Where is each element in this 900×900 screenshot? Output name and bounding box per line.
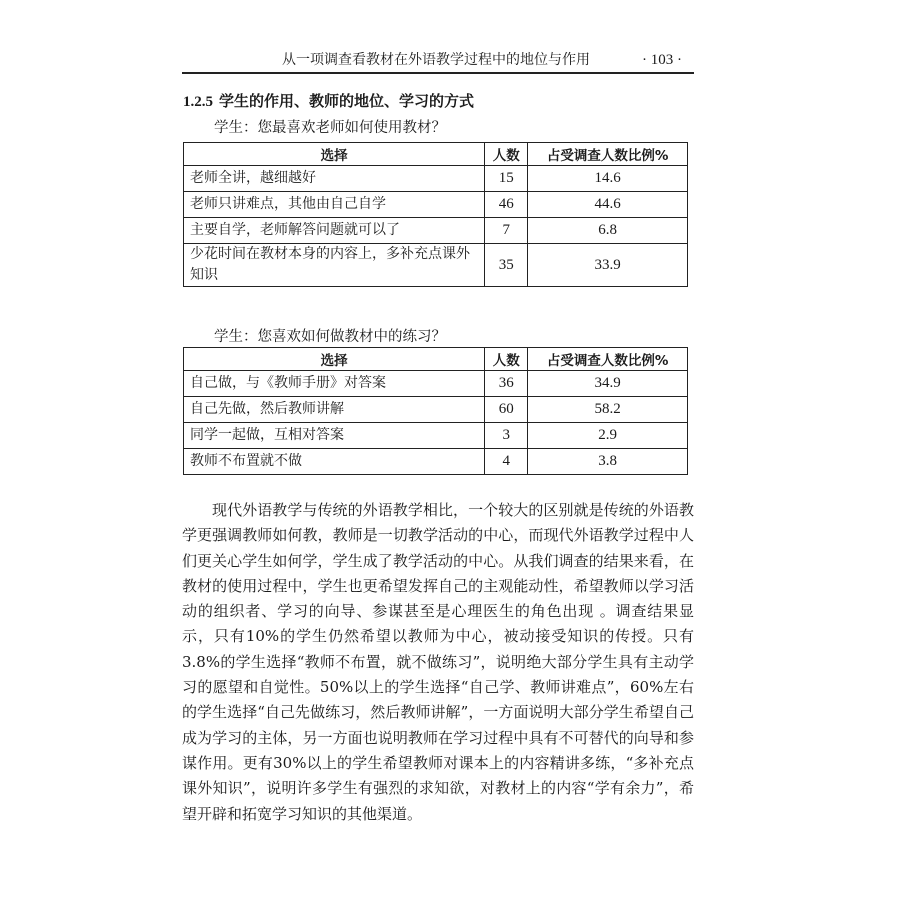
choice-cell: 自己先做，然后教师讲解 — [184, 397, 485, 423]
count-cell: 4 — [485, 449, 528, 475]
table-header-row — [184, 348, 688, 371]
table-row — [184, 449, 688, 475]
percent-cell: 6.8 — [528, 218, 688, 244]
survey2-question: 学生：您喜欢如何做教材中的练习？ — [214, 329, 446, 345]
table-row — [184, 218, 688, 244]
column-header-choice: 选择 — [184, 348, 485, 371]
table-row — [184, 192, 688, 218]
table-header-row — [184, 143, 688, 166]
percent-cell: 34.9 — [528, 371, 688, 397]
body-paragraph: 现代外语教学与传统的外语教学相比，一个较大的区别就是传统的外语教学更强调教师如何教，教师是一切教学活动的中心，而现代外语教学过程中人们更关心学生如何学，学生成了教学活动的中心。从我们调查的结果来看，在教材的使用过程中，学生也更希望发挥自己的主观能动性，希望教师以学习活动的组织者、学习的向导、参谋甚至是心理医生的角色出现 。调查结果显示，只有10%的学生仍然希望以教师为中心，被动接受知识的传授。只有3.8%的学生选择“教师不布置，就不做练习”，说明绝大部分学生具有主动学习的愿望和自觉性。50%以上的学生选择“自己学、教师讲难点”，60%左右的学生选择“自己先做练习，然后教师讲解”，一方面说明大部分学生希望自己成为学习的主体，另一方面也说明教师在学习过程中具有不可替代的向导和参谋作用。更有30%以上的学生希望教师对课本上的内容精讲多练，“多补充点课外知识”，说明许多学生有强烈的求知欲，对教材上的内容“学有余力”，希望开辟和拓宽学习知识的其他渠道。 — [182, 501, 694, 823]
column-header-choice: 选择 — [184, 143, 485, 166]
survey1-question: 学生：您最喜欢老师如何使用教材？ — [214, 120, 446, 136]
count-cell: 3 — [485, 423, 528, 449]
percent-cell: 2.9 — [528, 423, 688, 449]
percent-cell: 14.6 — [528, 166, 688, 192]
choice-cell: 主要自学，老师解答问题就可以了 — [184, 218, 485, 244]
survey2-table — [183, 347, 688, 475]
choice-cell: 自己做，与《教师手册》对答案 — [184, 371, 485, 397]
table-row — [184, 423, 688, 449]
choice-cell: 少花时间在教材本身的内容上，多补充点课外知识 — [184, 244, 485, 287]
column-header-count: 人数 — [485, 143, 528, 166]
survey1-table — [183, 142, 688, 287]
column-header-percent: 占受调查人数比例% — [528, 348, 688, 371]
percent-cell: 44.6 — [528, 192, 688, 218]
column-header-count: 人数 — [485, 348, 528, 371]
column-header-percent: 占受调查人数比例% — [528, 143, 688, 166]
count-cell: 60 — [485, 397, 528, 423]
percent-cell: 33.9 — [528, 244, 688, 287]
choice-cell: 同学一起做，互相对答案 — [184, 423, 485, 449]
table-row — [184, 397, 688, 423]
choice-cell: 老师全讲，越细越好 — [184, 166, 485, 192]
percent-cell: 58.2 — [528, 397, 688, 423]
running-title: 从一项调查看教材在外语教学过程中的地位与作用 — [282, 52, 590, 68]
choice-cell: 老师只讲难点，其他由自己自学 — [184, 192, 485, 218]
count-cell: 36 — [485, 371, 528, 397]
table-row — [184, 244, 688, 287]
count-cell: 7 — [485, 218, 528, 244]
choice-cell: 教师不布置就不做 — [184, 449, 485, 475]
count-cell: 15 — [485, 166, 528, 192]
page-number: · 103 · — [642, 52, 682, 68]
section-title: 学生的作用、教师的地位、学习的方式 — [219, 92, 475, 110]
count-cell: 46 — [485, 192, 528, 218]
section-number: 1.2.5 — [183, 94, 213, 110]
section-heading — [183, 90, 474, 111]
table-row — [184, 371, 688, 397]
running-header — [182, 50, 694, 74]
table-row — [184, 166, 688, 192]
percent-cell: 3.8 — [528, 449, 688, 475]
count-cell: 35 — [485, 244, 528, 287]
